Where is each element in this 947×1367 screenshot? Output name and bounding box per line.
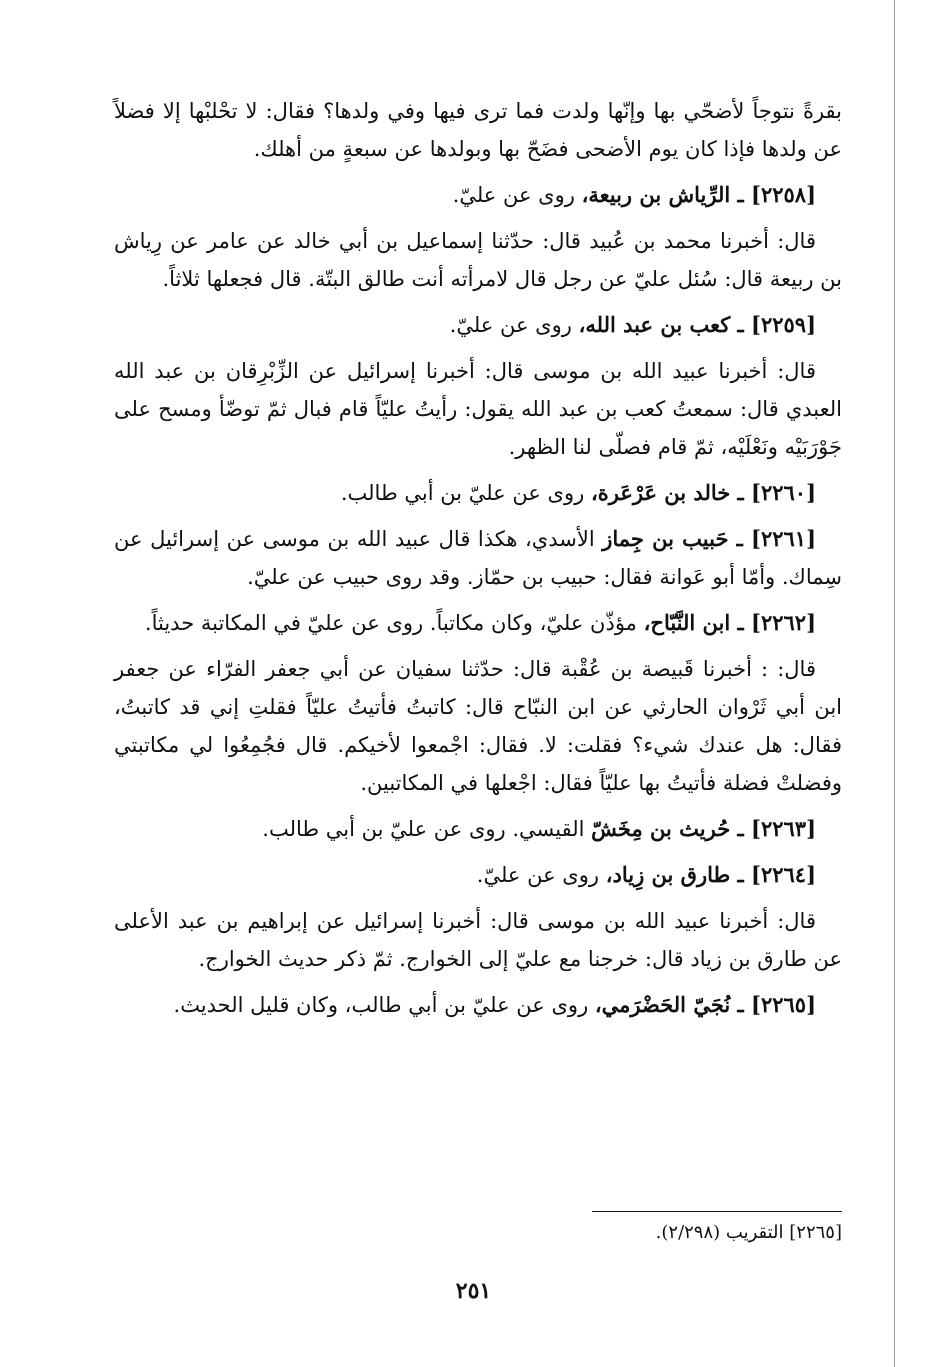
page-edge-line: [894, 0, 895, 1367]
paragraph-text: قال: : أخبرنا قَبيصة بن عُقْبة قال: حدّثنا سفيان عن أبي جعفر الفرّاء عن جعفر ابن أبي ثَرْوان الحارثي عن ابن النبّاح قال: كاتبتُ فأتيتُ عليّاً فقلتِ إني قد كاتبتُ، فقال: هل عندك شيء؟ فقلت: لا. فقال: اجْمعوا لأخيكم. قال فجُمِعُوا لي مكاتبتي وفضلتْ فضلة فأتيتُ بها عليّاً فقال: اجْعلها في المكاتبين.: [114, 657, 842, 795]
narration-paragraph: [114, 352, 842, 466]
paragraph-text: قال: أخبرنا عبيد الله بن موسى قال: أخبرنا إسرائيل عن إبراهيم بن عبد الأعلى عن طارق بن زياد قال: خرجنا مع عليّ إلى الخوارج. ثمّ ذكر حديث الخوارج.: [114, 909, 842, 971]
entry-heading: [٢٢٦٠] ـ خالد بن عَرْعَرة،: [590, 480, 816, 505]
footnote-separator: [592, 1211, 842, 1212]
paragraph-continuation: [114, 92, 842, 168]
entry-text: روى عن عليّ.: [452, 183, 582, 207]
entry-heading: [٢٢٥٩] ـ كعب بن عبد الله،: [578, 312, 816, 337]
narration-paragraph: [114, 650, 842, 802]
entry-text: روى عن عليّ بن أبي طالب، وكان قليل الحديث.: [173, 993, 595, 1017]
entry-text: روى عن عليّ بن أبي طالب.: [340, 481, 591, 505]
entry-heading: [٢٢٦٣] ـ حُريث بن مِخَشّ: [591, 816, 816, 841]
entry-heading: [٢٢٦٢] ـ ابن النَّبّاح،: [643, 610, 816, 635]
entry-2258: [114, 176, 842, 214]
paragraph-text: قال: أخبرنا محمد بن عُبيد قال: حدّثنا إسماعيل بن أبي خالد عن عامر عن رِياش بن ربيعة قال: سُئل عليّ عن رجل قال لامرأته أنت طالق البتّة. قال فجعلها ثلاثاً.: [114, 229, 842, 291]
narration-paragraph: [114, 902, 842, 978]
footnote: [٢٢٦٥] التقريب (٢/٢٩٨).: [655, 1222, 842, 1243]
page-number: ٢٥١: [455, 1278, 492, 1304]
paragraph-text: بقرةً نتوجاً لأضحّي بها وإنّها ولدت فما ترى فيها وفي ولدها؟ فقال: لا تحْلبْها إلا فضلاً عن ولدها فإذا كان يوم الأضحى فضَحّ بها وبولدها عن سبعةٍ من أهلك.: [114, 99, 842, 161]
narration-paragraph: [114, 222, 842, 298]
entry-2259: [114, 306, 842, 344]
entry-heading: [٢٢٦٥] ـ نُجَيّ الحَضْرَمي،: [594, 992, 816, 1017]
entry-text: مؤذّن عليّ، وكان مكاتباً. روى عن عليّ في المكاتبة حديثاً.: [144, 611, 644, 635]
entry-text: الأسدي، هكذا قال عبيد الله بن موسى عن إسرائيل عن سِماك. وأمّا أبو عَوانة فقال: حبيب بن حمّاز. وقد روى حبيب عن عليّ.: [114, 527, 842, 589]
entry-2261: [114, 520, 842, 596]
entry-text: القيسي. روى عن عليّ بن أبي طالب.: [262, 817, 592, 841]
entry-heading: [٢٢٥٨] ـ الرِّياش بن ربيعة،: [581, 182, 816, 207]
entry-2262: [114, 604, 842, 642]
entry-2265: [114, 986, 842, 1024]
main-text: [114, 92, 842, 1032]
entry-text: روى عن عليّ.: [449, 313, 579, 337]
entry-heading: [٢٢٦٤] ـ طارق بن زِياد،: [605, 862, 816, 887]
entry-heading: [٢٢٦١] ـ حَبيب بن جِماز: [602, 526, 816, 551]
entry-text: روى عن عليّ.: [476, 863, 606, 887]
paragraph-text: قال: أخبرنا عبيد الله بن موسى قال: أخبرنا إسرائيل عن الزِّبْرِقان بن عبد الله العبدي قال: سمعتُ كعب بن عبد الله يقول: رأيتُ عليّاً قام فبال ثمّ توضّأ ومسح على جَوْرَبَيْه ونَعْلَيْه، ثمّ قام فصلّى لنا الظهر.: [114, 359, 842, 459]
entry-2260: [114, 474, 842, 512]
entry-2263: [114, 810, 842, 848]
entry-2264: [114, 856, 842, 894]
